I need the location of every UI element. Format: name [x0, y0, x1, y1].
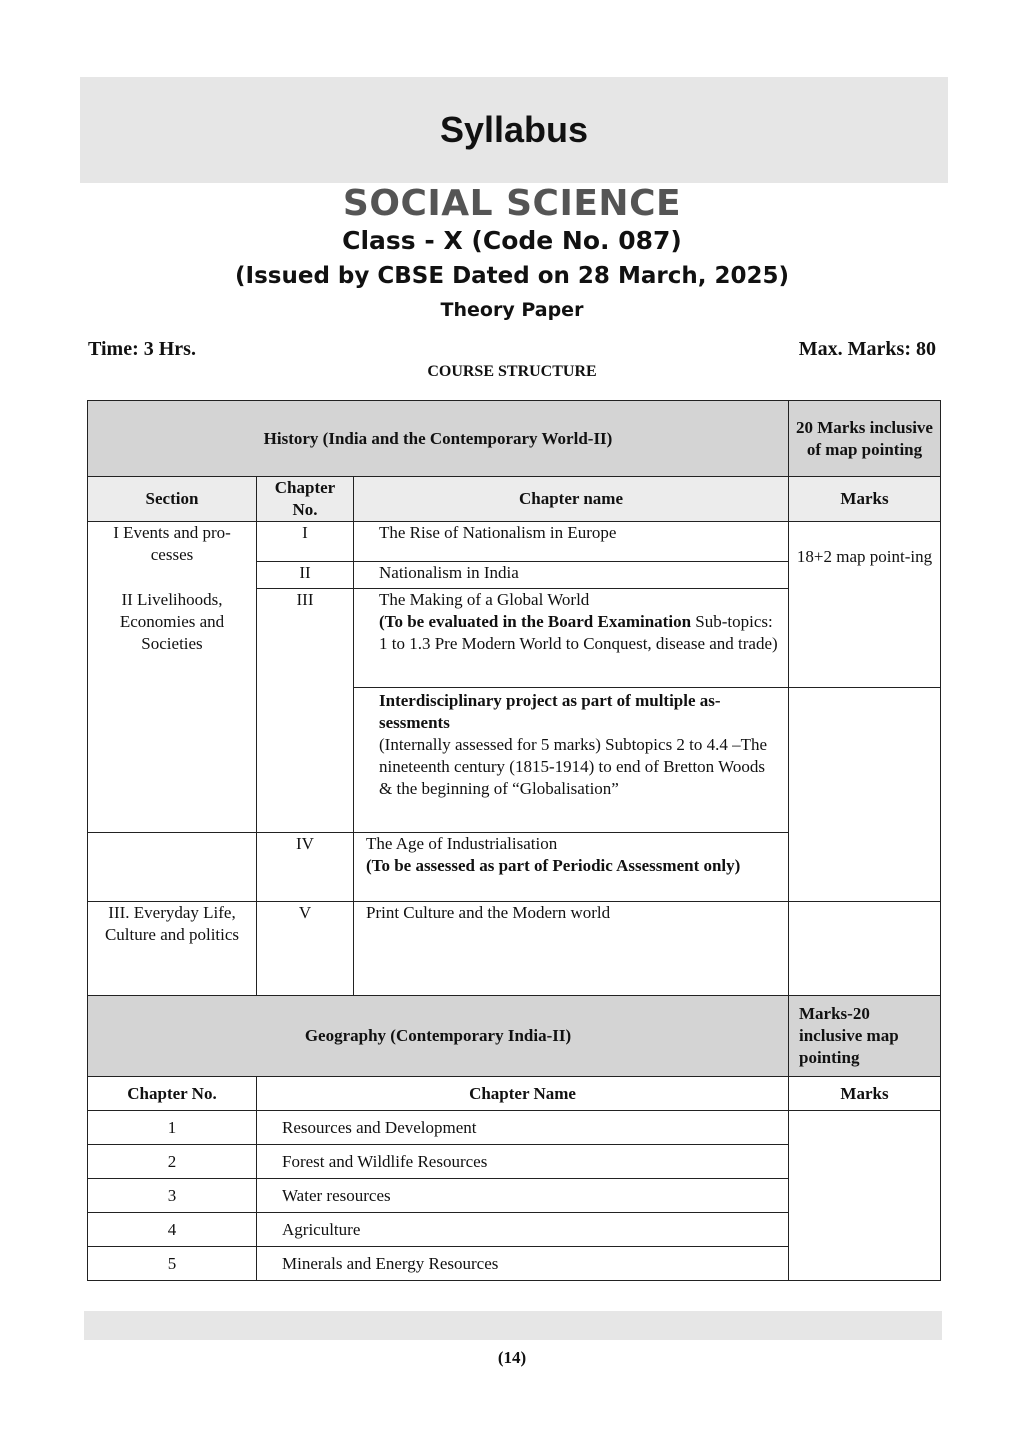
chapter-title: The Making of a Global World — [379, 590, 590, 609]
history-marks-value: 18+2 map point-ing — [789, 522, 941, 688]
geography-header-row — [88, 996, 941, 1077]
chapter-name-cell: Nationalism in India — [354, 562, 789, 589]
chapter-name-cell: Print Culture and the Modern world — [354, 902, 789, 996]
page-title: Syllabus — [439, 109, 589, 150]
history-title: History (India and the Contemporary World-II) — [88, 401, 789, 477]
history-column-header-row — [88, 477, 941, 522]
title-banner — [80, 77, 948, 183]
col-marks: Marks — [789, 477, 941, 522]
max-marks: Max. Marks: 80 — [798, 338, 936, 360]
empty-marks-cell — [789, 902, 941, 996]
paper-type: Theory Paper — [440, 299, 584, 321]
chapter-name-cell — [354, 833, 789, 902]
time-duration: Time: 3 Hrs. — [88, 338, 196, 360]
chapter-name-cell: Forest and Wildlife Resources — [257, 1145, 789, 1179]
subject-heading: SOCIAL SCIENCE — [342, 183, 682, 224]
geography-column-header-row — [88, 1077, 941, 1111]
chapter-no-cell: 3 — [88, 1179, 257, 1213]
syllabus-table — [87, 400, 941, 1281]
chapter-no-cell: II — [257, 562, 354, 589]
empty-marks-cell — [789, 688, 941, 902]
section-1-cell: I Events and pro-cesses — [88, 522, 257, 589]
geography-title: Geography (Contemporary India-II) — [88, 996, 789, 1077]
assessment-note: (To be assessed as part of Periodic Assessment only) — [366, 856, 741, 875]
chapter-no-cell: I — [257, 522, 354, 562]
geography-marks-header: Marks-20 inclusive map pointing — [789, 996, 941, 1077]
project-cell — [354, 688, 789, 833]
project-title: Interdisciplinary project as part of multiple as-sessments — [379, 691, 721, 732]
subtopics-note: Sub-topics: 1 to 1.3 Pre Modern World to Conquest, disease and trade) — [379, 612, 778, 653]
history-header-row — [88, 401, 941, 477]
page-number: (14) — [497, 1348, 527, 1367]
col-section: Section — [88, 477, 257, 522]
chapter-no-cell: IV — [257, 833, 354, 902]
class-code-line: Class - X (Code No. 087) — [342, 226, 682, 255]
col-chapter-name: Chapter Name — [257, 1077, 789, 1111]
chapter-no-cell: 1 — [88, 1111, 257, 1145]
chapter-no-cell: 4 — [88, 1213, 257, 1247]
chapter-name-cell — [354, 589, 789, 688]
col-chapter-no: Chapter No. — [257, 477, 354, 522]
table-row — [88, 522, 941, 562]
footer-bar — [84, 1311, 942, 1340]
chapter-name-cell: Resources and Development — [257, 1111, 789, 1145]
evaluation-note: (To be evaluated in the Board Examination — [379, 612, 692, 631]
chapter-name-cell: Water resources — [257, 1179, 789, 1213]
col-chapter-name: Chapter name — [354, 477, 789, 522]
col-marks: Marks — [789, 1077, 941, 1111]
chapter-name-cell: Minerals and Energy Resources — [257, 1247, 789, 1281]
chapter-no-cell: III — [257, 589, 354, 833]
chapter-no-cell: 5 — [88, 1247, 257, 1281]
chapter-no-cell: 2 — [88, 1145, 257, 1179]
col-chapter-no: Chapter No. — [88, 1077, 257, 1111]
course-structure-heading: COURSE STRUCTURE — [427, 363, 597, 380]
section-3-cell: III. Everyday Life, Culture and politics — [88, 902, 257, 996]
issued-date-line: (Issued by CBSE Dated on 28 March, 2025) — [235, 263, 789, 289]
chapter-name-cell: Agriculture — [257, 1213, 789, 1247]
section-2-cell: II Livelihoods, Economies and Societies — [88, 589, 257, 833]
geography-marks-cell — [789, 1111, 941, 1281]
empty-section-cell — [88, 833, 257, 902]
chapter-title: The Age of Industrialisation — [366, 834, 558, 853]
project-note: (Internally assessed for 5 marks) Subtopics 2 to 4.4 –The nineteenth century (1815-1914) to end of Bretton Woods & the beginning of “Globalisation” — [379, 735, 768, 798]
history-marks-header: 20 Marks inclusive of map pointing — [789, 401, 941, 477]
table-row — [88, 1111, 941, 1145]
chapter-name-cell: The Rise of Nationalism in Europe — [354, 522, 789, 562]
table-row — [88, 902, 941, 996]
chapter-no-cell: V — [257, 902, 354, 996]
